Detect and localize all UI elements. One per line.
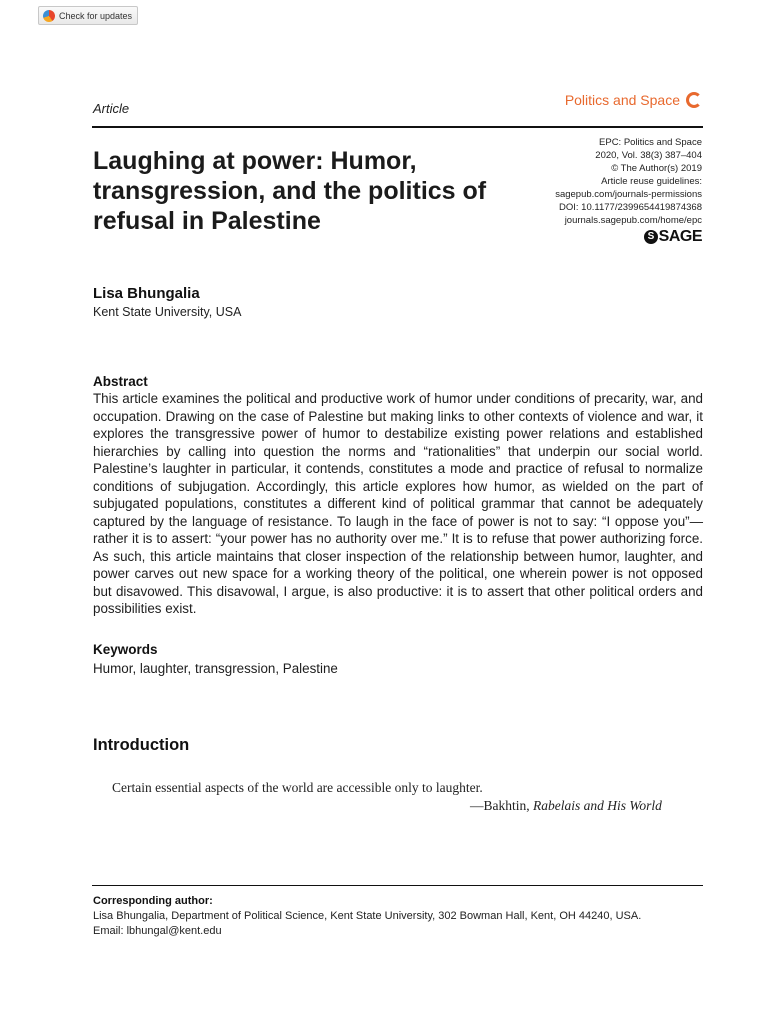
introduction-heading: Introduction [93,736,190,754]
publication-metadata [502,136,702,227]
reuse-link[interactable]: sagepub.com/journals-permissions [555,189,702,200]
publisher-name: SAGE [658,228,702,245]
footnote-divider [92,885,703,886]
journal-brand [565,92,702,108]
epigraph-attribution [470,798,662,814]
journal-url-link[interactable]: journals.sagepub.com/home/epc [564,215,702,226]
corresponding-author-heading: Corresponding author: [93,895,213,907]
article-type-label: Article [93,101,130,116]
volume-info: 2020, Vol. 38(3) 387–404 [595,150,702,161]
sage-logo-icon: S [644,230,658,244]
article-title: Laughing at power: Humor, transgression, and the politics of refusal in Palestine [93,147,487,235]
copyright-notice: © The Author(s) 2019 [611,163,702,174]
journal-name: EPC: Politics and Space [599,137,702,148]
author-name: Lisa Bhungalia [93,285,200,302]
header-divider [92,126,703,128]
corresponding-author-email[interactable]: Email: lbhungal@kent.edu [93,925,222,937]
attribution-work: Rabelais and His World [533,798,662,813]
journal-brand-label: Politics and Space [564,92,680,108]
journal-logo-icon [686,92,702,108]
crossmark-icon [43,10,55,22]
attribution-author: —Bakhtin, [470,798,533,813]
abstract-text: This article examines the political and productive work of humor under conditions of precarity, war, and occupation. Drawing on the case of Palestine but making links to other contexts of violence and war, it explores the transgressive power of humor to destabilize existing power relations and established hierarchies by calling into question the norms and “rationalities” that underpin our social world. Palestine’s laughter in particular, it contends, constitutes a mode and practice of refusal to normalize conditions of subjugation. Accordingly, this article explores how humor, as wielded on the part of subjugated populations, constitutes a different kind of political grammar that cannot be adequately captured by the language of resistance. To laugh in the face of power is not to say: “I oppose you”—rather it is to assert: “your power has no authority over me.” It is to refuse that power authorizing force. As such, this article maintains that closer inspection of the relationship between humor, laughter, and power carves out new space for a working theory of the political, one wherein power is not opposed but disavowed. This disavowal, I argue, is also productive: it is to assert that other political orders and possibilities exist. [93,391,703,616]
author-affiliation: Kent State University, USA [93,305,242,319]
keywords-heading: Keywords [93,642,158,657]
check-for-updates-label: Check for updates [59,10,133,21]
reuse-label: Article reuse guidelines: [601,176,702,187]
epigraph-quote: Certain essential aspects of the world are accessible only to laughter. [112,780,483,795]
keywords-text: Humor, laughter, transgression, Palestine [93,661,338,676]
check-for-updates-button[interactable] [38,6,138,25]
publisher-logo [644,228,702,246]
doi-link[interactable]: DOI: 10.1177/2399654419874368 [559,202,702,213]
abstract-heading: Abstract [93,374,148,389]
corresponding-author-address: Lisa Bhungalia, Department of Political Science, Kent State University, 302 Bowman Hall, Kent, OH 44240, USA. [93,910,642,922]
